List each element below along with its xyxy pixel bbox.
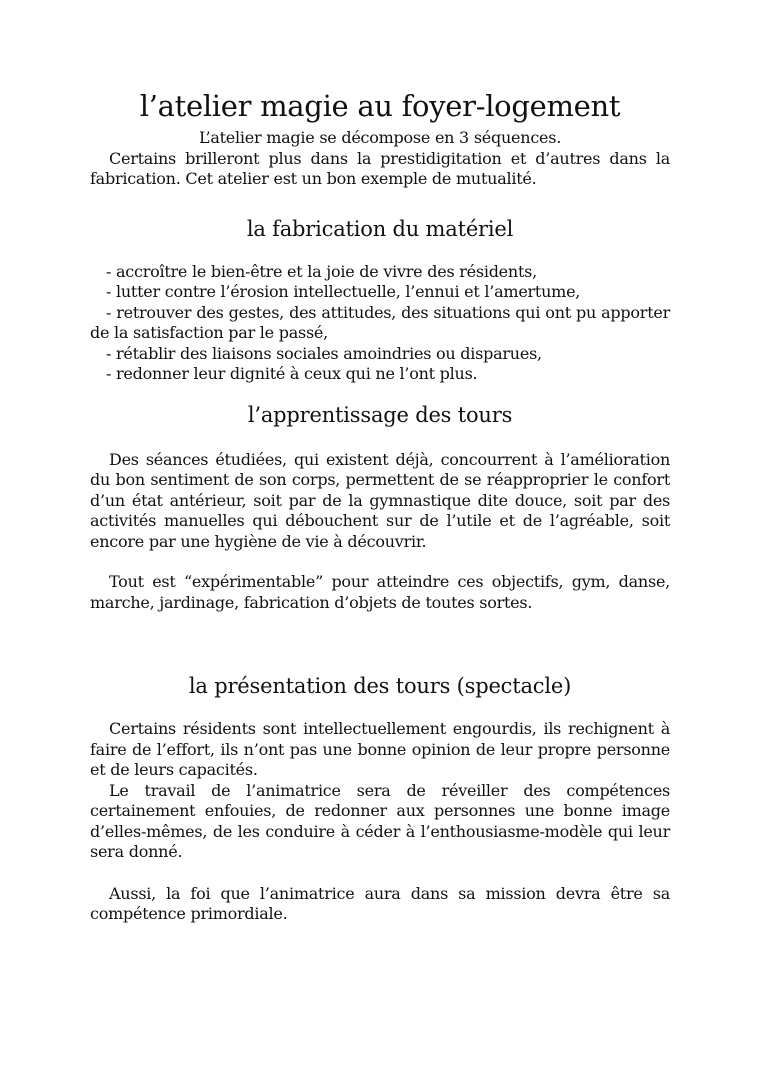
list-item: - retrouver des gestes, des attitudes, des situations qui ont pu apporter de la satisfaction par le passé,: [90, 302, 670, 342]
presentation-paragraph-2: Le travail de l’animatrice sera de réveiller des compétences certainement enfouies, de redonner aux personnes une bonne image d’elles-mêmes, de les conduire à céder à l’enthousiasme-modèle qui leur sera donné.: [90, 780, 670, 861]
section-heading-apprentissage: l’apprentissage des tours: [247, 402, 513, 427]
presentation-paragraph-3: Aussi, la foi que l’animatrice aura dans sa mission devra être sa compétence primordiale.: [90, 883, 670, 923]
page-title: l’atelier magie au foyer-logement: [139, 89, 621, 123]
apprentissage-paragraph-1: Des séances étudiées, qui existent déjà, concourrent à l’amélioration du bon sentiment de son corps, permettent de se réapproprier le confort d’un état antérieur, soit par de la gymnastique dite douce, soit par des activités manuelles qui débouchent sur de l’utile et de l’agréable, soit encore par une hygiène de vie à découvrir.: [90, 449, 670, 551]
presentation-paragraph-1: Certains résidents sont intellectuellement engourdis, ils rechignent à faire de l’effort, ils n’ont pas une bonne opinion de leur propre personne et de leurs capacités.: [90, 719, 670, 779]
intro-paragraph: Certains brilleront plus dans la prestidigitation et d’autres dans la fabrication. Cet atelier est un bon exemple de mutualité.: [90, 148, 670, 188]
list-item: - redonner leur dignité à ceux qui ne l’ont plus.: [106, 364, 478, 383]
document-page: [90, 84, 670, 925]
objectives-list: [90, 262, 670, 385]
apprentissage-paragraph-2: Tout est “expérimentable” pour atteindre ces objectifs, gym, danse, marche, jardinage, fabrication d’objets de toutes sortes.: [90, 572, 670, 612]
section-heading-fabrication: la fabrication du matériel: [246, 216, 514, 241]
section-heading-presentation: la présentation des tours (spectacle): [188, 674, 572, 698]
intro-sequences-line: L’atelier magie se décompose en 3 séquences.: [198, 128, 562, 147]
list-item: - lutter contre l’érosion intellectuelle, l’ennui et l’amertume,: [106, 282, 581, 301]
list-item: - accroître le bien-être et la joie de vivre des résidents,: [106, 261, 537, 281]
list-item: - rétablir des liaisons sociales amoindries ou disparues,: [106, 343, 542, 363]
